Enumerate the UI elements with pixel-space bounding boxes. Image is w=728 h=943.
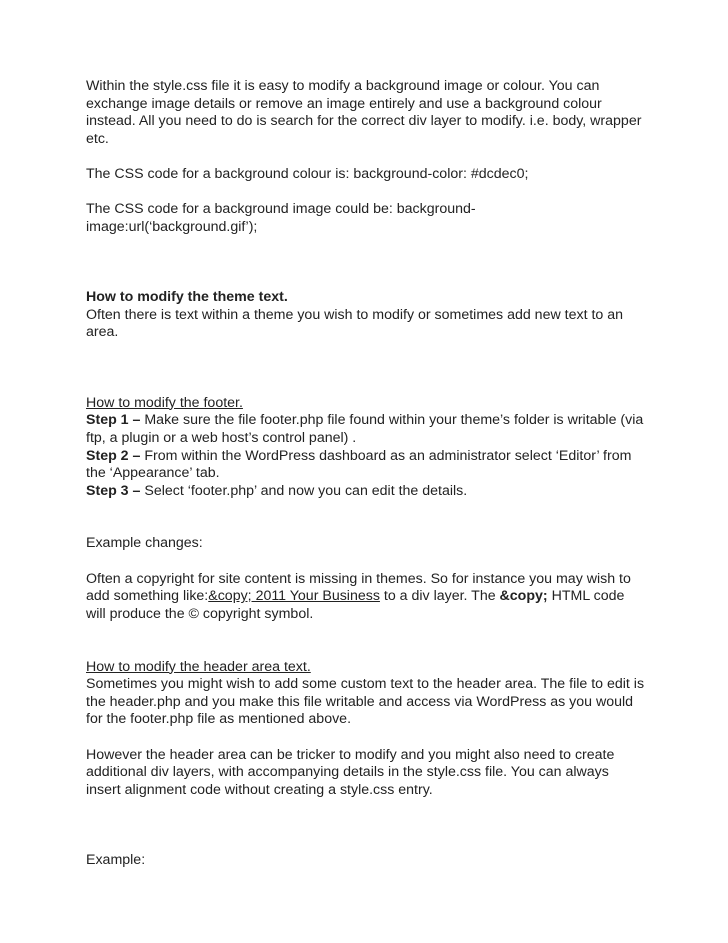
spacer bbox=[86, 184, 646, 202]
intro-paragraph: Within the style.css file it is easy to modify a background image or colour. You can exchange image details or remove an image entirely and use a background colour instead. All you need to do is search for the correct div layer to modify. i.e. body, wrapper etc. bbox=[86, 78, 642, 147]
document-page bbox=[86, 78, 646, 870]
bg-colour-code-paragraph: The CSS code for a background colour is: background-color: #dcdec0; bbox=[86, 165, 529, 182]
spacer bbox=[86, 729, 646, 747]
example-label: Example: bbox=[86, 852, 146, 869]
spacer bbox=[86, 148, 646, 166]
theme-text-body: Often there is text within a theme you wish to modify or sometimes add new text to an area. bbox=[86, 306, 624, 341]
footer-step-2 bbox=[86, 448, 646, 483]
footer-step-1 bbox=[86, 412, 646, 447]
step-1-text: Make sure the file footer.php file found within your theme’s folder is writable (via ftp, a plugin or a web host’s control panel) . bbox=[86, 412, 644, 446]
step-2-label: Step 2 – bbox=[86, 447, 141, 464]
step-2-text: From within the WordPress dashboard as an administrator select ‘Editor’ from the ‘Appearance’ tab. bbox=[86, 447, 632, 482]
copyright-paragraph bbox=[86, 571, 646, 624]
step-3-text: Select ‘footer.php’ and now you can edit the details. bbox=[140, 482, 468, 499]
footer-heading-link[interactable]: How to modify the footer. bbox=[86, 394, 243, 411]
spacer bbox=[86, 342, 646, 395]
copyright-text-before: Often a copyright for site content is missing in themes. So for instance you may wish to add something like: bbox=[86, 570, 631, 605]
copyright-text-after: HTML code will produce the © copyright symbol. bbox=[86, 588, 625, 622]
spacer bbox=[86, 236, 646, 289]
spacer bbox=[86, 623, 646, 658]
spacer bbox=[86, 799, 646, 852]
step-1-label: Step 1 – bbox=[86, 412, 141, 429]
spacer bbox=[86, 553, 646, 571]
bg-image-code-paragraph: The CSS code for a background image could be: background-image:url(‘background.gif’); bbox=[86, 201, 476, 235]
spacer bbox=[86, 500, 646, 535]
footer-step-3 bbox=[86, 483, 646, 501]
example-changes-heading: Example changes: bbox=[86, 535, 203, 552]
theme-text-heading: How to modify the theme text. bbox=[86, 289, 288, 306]
copyright-text-middle: to a div layer. The bbox=[379, 588, 500, 605]
copyright-example-link[interactable]: &copy; 2011 Your Business bbox=[208, 588, 380, 605]
header-area-paragraph-2: However the header area can be tricker to modify and you might also need to create additional div layers, with accompanying details in the style.css file. You can always insert alignment code without creating a style.css entry. bbox=[86, 746, 615, 798]
header-area-paragraph-1: Sometimes you might wish to add some custom text to the header area. The file to edit is the header.php and you make this file writable and access via WordPress as you would for the footer.php file as mentioned above. bbox=[86, 676, 645, 728]
copyright-code: &copy; bbox=[499, 588, 548, 605]
header-area-heading-link[interactable]: How to modify the header area text. bbox=[86, 658, 311, 675]
step-3-label: Step 3 – bbox=[86, 482, 141, 499]
